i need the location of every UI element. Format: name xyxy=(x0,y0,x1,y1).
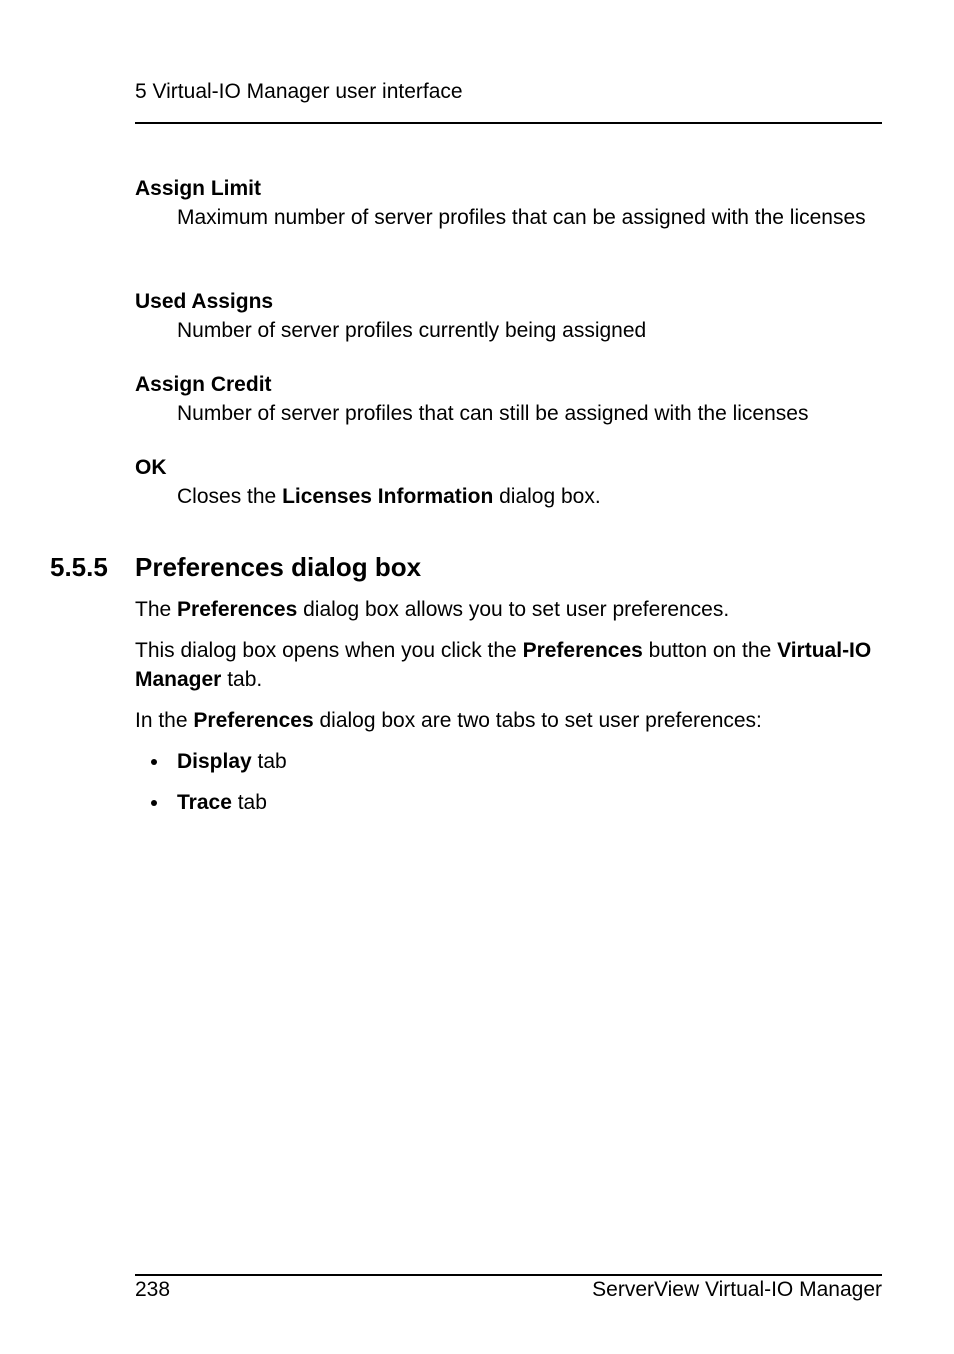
definition-assign-credit: Number of server profiles that can still be assigned with the licenses xyxy=(177,402,809,425)
term-used-assigns: Used Assigns xyxy=(135,290,274,313)
definition-ok: Closes the Licenses Information dialog box. xyxy=(177,485,601,508)
definition-used-assigns: Number of server profiles currently being assigned xyxy=(177,319,647,342)
term-assign-credit: Assign Credit xyxy=(135,373,272,396)
bullet-icon xyxy=(151,759,157,765)
term-assign-limit: Assign Limit xyxy=(135,177,262,200)
bullet-icon xyxy=(151,800,157,806)
term-ok: OK xyxy=(135,456,167,479)
page-number: 238 xyxy=(135,1278,171,1301)
section-title: Preferences dialog box xyxy=(135,552,422,582)
paragraph-opening: This dialog box opens when you click the Preferences button on the Virtual-IO Manager tab. xyxy=(135,639,872,691)
header-rule xyxy=(135,122,882,124)
definition-assign-limit: Maximum number of server profiles that can be assigned with the licenses xyxy=(177,206,866,229)
paragraph-tabs: In the Preferences dialog box are two tabs to set user preferences: xyxy=(135,709,762,732)
footer-doc-title: ServerView Virtual-IO Manager xyxy=(592,1278,882,1301)
running-header: 5 Virtual-IO Manager user interface xyxy=(135,80,463,103)
section-heading xyxy=(50,551,421,583)
paragraph-intro: The Preferences dialog box allows you to set user preferences. xyxy=(135,598,730,621)
footer-rule xyxy=(135,1274,882,1276)
section-number: 5.5.5 xyxy=(50,552,108,582)
